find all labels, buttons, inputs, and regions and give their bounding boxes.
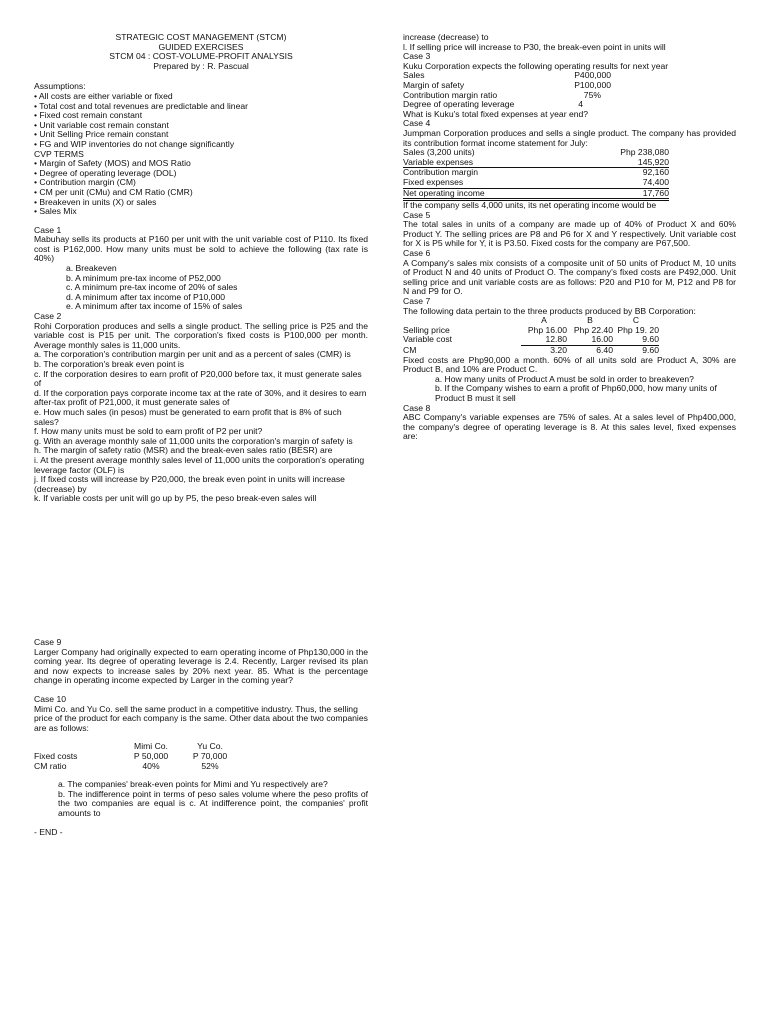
case-item: c. A minimum pre-tax income of 20% of sales	[66, 282, 238, 293]
header-line-2: GUIDED EXERCISES	[158, 41, 244, 52]
row-label: Sales	[403, 70, 425, 81]
row-label: CM ratio	[34, 760, 67, 771]
row-label: Variable expenses	[403, 158, 570, 168]
row-label: Sales (3,200 units)	[403, 147, 475, 158]
table-row	[403, 158, 669, 168]
column-header: A	[541, 315, 547, 326]
case-question: If the company sells 4,000 units, its net operating income would be	[403, 200, 657, 211]
row-value: Php 238,080	[620, 147, 669, 158]
row-value: 17,760	[570, 188, 669, 200]
case-item: j. If fixed costs will increase by P20,000, the break even point in units will increase (decrease) by	[34, 474, 345, 494]
case-2	[34, 312, 368, 504]
case-8	[403, 404, 736, 442]
case-title: Case 1	[34, 224, 62, 235]
case-item: f. How many units must be sold to earn profit of P2 per unit?	[34, 426, 263, 437]
case-item: g. With an average monthly sale of 11,000 units the corporation's margin of safety is	[34, 435, 353, 446]
table-row	[403, 178, 669, 188]
row-label: Margin of safety	[403, 79, 465, 90]
assumption-item: • All costs are either variable or fixed	[34, 90, 173, 101]
case-title: Case 9	[34, 637, 62, 647]
case-item: l. If selling price will increase to P30, the break-even point in units will	[403, 41, 666, 52]
case-item: b. The indifference point in terms of peso sales volume where the peso profits of the two companies are equal is c. At indifference point, the companies' profit amounts to	[58, 788, 368, 818]
row-value: 74,400	[570, 178, 669, 188]
row-label: Fixed costs	[34, 750, 78, 761]
table-cell: 16.00	[567, 335, 613, 345]
case-item: b. A minimum pre-tax income of P52,000	[66, 272, 221, 283]
table-cell: Php 22.40	[573, 324, 613, 335]
row-value: 75%	[583, 89, 601, 100]
case-9	[34, 638, 368, 686]
case-item: i. At the present average monthly sales level of 11,000 units the corporation's operating leverage factor (OLF) is	[34, 454, 365, 475]
case-3-table	[403, 71, 611, 109]
case-item: b. If the Company wishes to earn a profit of Php60,000, how many units of Product B must it sell	[435, 383, 717, 403]
assumption-item: • Unit variable cost remain constant	[34, 119, 169, 130]
table-cell: 6.40	[596, 345, 613, 355]
case-text: A Company's sales mix consists of a composite unit of 50 units of Product M, 10 units of Product N and 40 units of Product O. The company's fixed costs are P492,000. Unit selling price and unit variable costs are as follows: P20 and P10 for M, P12 and P8 for N and P9 for O.	[403, 257, 736, 297]
row-label: Variable cost	[403, 334, 453, 345]
column-header: Yu Co.	[197, 741, 223, 752]
case-title: Case 2	[34, 311, 62, 322]
row-label: Net operating income	[403, 188, 570, 200]
case-text: The total sales in units of a company are made up of 40% of Product X and 60% Product Y. The selling prices are P8 and P6 for X and Y respectively. Unit variable cost for X is P5 while for Y, it is P3.50. Fixed costs for the company are P67,500.	[403, 219, 736, 249]
end-marker: - END -	[34, 826, 63, 837]
case-10	[34, 695, 368, 819]
case-5	[403, 211, 736, 249]
case-item: k. If variable costs per unit will go up by P5, the peso break-even sales will	[34, 493, 317, 504]
table-cell: Php 19. 20	[617, 324, 659, 335]
case-4-income-statement	[403, 148, 669, 201]
case-question: What is Kuku's total fixed expenses at year end?	[403, 108, 589, 119]
cvp-term-item: • Degree of operating leverage (DOL)	[34, 167, 177, 178]
cvp-terms-section	[34, 150, 368, 217]
case-7-product-table	[403, 316, 659, 355]
table-cell: 9.60	[642, 345, 659, 355]
case-text: Larger Company had originally expected to earn operating income of Php130,000 in the coming year. Its degree of operating leverage is 2.4. Recently, Larger revised its plan and now expects to increase sales by 20% next year. 85. What is the percentage change in operating income expected by Larger in the coming year?	[34, 646, 368, 686]
case-10-company-table	[34, 742, 238, 771]
assumptions-section	[34, 82, 368, 149]
table-cell: 3.20	[550, 345, 567, 355]
case-item: e. How much sales (in pesos) must be generated to earn profit that is 8% of such sales?	[34, 406, 342, 427]
table-row	[403, 335, 659, 345]
case-item: c. If the corporation desires to earn profit of P20,000 before tax, it must generate sales of	[34, 368, 362, 389]
row-label: CM	[403, 344, 417, 355]
case-item: d. If the corporation pays corporate income tax at the rate of 30%, and it desires to earn after-tax profit of P21,000, it must generate sales of	[34, 387, 367, 408]
case-item: e. A minimum after tax income of 15% of sales	[66, 301, 243, 312]
row-value: P100,000	[574, 79, 611, 90]
column-header: C	[632, 315, 640, 326]
assumption-item: • Total cost and total revenues are predictable and linear	[34, 100, 249, 111]
case-3	[403, 52, 736, 119]
table-cell: Php 16.00	[527, 324, 567, 335]
table-cell: 52%	[201, 760, 219, 771]
case-item: b. The corporation's break even point is	[34, 359, 185, 369]
table-cell: 40%	[142, 760, 160, 771]
cvp-term-item: • Margin of Safety (MOS) and MOS Ratio	[34, 158, 191, 169]
row-label: Degree of operating leverage	[403, 99, 515, 110]
case-text: Mabuhay sells its products at P160 per unit with the unit variable cost of P110. Its fixed cost is P162,000. How many units must be sold to achieve the following (tax rate is 40%)	[34, 234, 368, 264]
document-header	[34, 33, 368, 71]
case-4	[403, 119, 736, 210]
table-cell: 9.60	[613, 335, 659, 345]
case-title: Case 8	[403, 402, 431, 413]
row-label: Fixed expenses	[403, 178, 570, 188]
case-item: a. The companies' break-even points for Mimi and Yu respectively are?	[58, 779, 328, 790]
cvp-term-item: • Contribution margin (CM)	[34, 177, 136, 188]
assumptions-title: Assumptions:	[34, 81, 86, 92]
row-label: Contribution margin ratio	[403, 89, 498, 100]
case-item: a. The corporation's contribution margin per unit and as a percent of sales (CMR) is	[34, 349, 351, 360]
cvp-term-item: • Breakeven in units (X) or sales	[34, 196, 157, 207]
case-7	[403, 297, 736, 404]
header-line-3: STCM 04 : COST-VOLUME-PROFIT ANALYSIS	[109, 51, 293, 62]
column-header: Mimi Co.	[134, 741, 168, 752]
row-value: P400,000	[574, 70, 611, 81]
case-text: Mimi Co. and Yu Co. sell the same product in a competitive industry. Thus, the selling price of the product for each company is the same. Other data about the two companies are as follows:	[34, 703, 368, 733]
table-row	[403, 188, 669, 200]
assumption-item: • Unit Selling Price remain constant	[34, 129, 169, 140]
case-title: Case 7	[403, 296, 431, 307]
cvp-term-item: • CM per unit (CMu) and CM Ratio (CMR)	[34, 186, 193, 197]
case-title: Case 4	[403, 118, 431, 129]
left-column	[34, 33, 368, 504]
case-item: h. The margin of safety ratio (MSR) and the break-even sales ratio (BESR) are	[34, 445, 333, 456]
case-2-continuation: increase (decrease) to	[403, 32, 489, 42]
case-text: Jumpman Corporation produces and sells a single product. The company has provided its contribution format income statement for July:	[403, 127, 736, 148]
assumption-item: • Fixed cost remain constant	[34, 110, 143, 121]
case-text: Kuku Corporation expects the following operating results for next year	[403, 60, 669, 71]
row-value: 145,920	[570, 158, 669, 168]
row-label: Selling price	[403, 324, 450, 335]
case-item: d. A minimum after tax income of P10,000	[66, 291, 226, 302]
case-item: a. How many units of Product A must be sold in order to breakeven?	[435, 373, 694, 384]
row-value: 4	[578, 99, 583, 110]
right-column	[403, 33, 736, 442]
table-cell: P 70,000	[192, 750, 228, 761]
case-text: ABC Company's variable expenses are 75% of sales. At a sales level of Php400,000, the company's degree of operating leverage is 8. At this sales level, fixed expenses are:	[403, 412, 736, 442]
case-title: Case 3	[403, 51, 431, 62]
column-header: B	[587, 315, 593, 326]
case-6	[403, 249, 736, 297]
cvp-terms-title: CVP TERMS	[34, 148, 84, 159]
table-cell: P 50,000	[133, 750, 169, 761]
case-item: a. Breakeven	[66, 263, 117, 274]
case-1	[34, 226, 368, 312]
case-title: Case 5	[403, 209, 431, 220]
row-label: Contribution margin	[403, 167, 478, 178]
cvp-term-item: • Sales Mix	[34, 206, 77, 217]
case-title: Case 10	[34, 693, 67, 704]
bottom-column	[34, 638, 368, 837]
row-value: 92,160	[642, 167, 669, 178]
case-title: Case 6	[403, 248, 431, 259]
case-text: The following data pertain to the three products produced by BB Corporation:	[403, 305, 696, 316]
case-text: Rohi Corporation produces and sells a single product. The selling price is P25 and the variable cost is P15 per unit. The corporation's fixed costs is P100,000 per month. Average monthly sales is 11,000 units.	[34, 320, 368, 350]
assumption-item: • FG and WIP inventories do not change significantly	[34, 138, 235, 149]
table-row	[34, 762, 238, 772]
table-cell: 12.80	[521, 335, 567, 345]
header-line-4: Prepared by : R. Pascual	[153, 60, 249, 71]
case-note: Fixed costs are Php90,000 a month. 60% of all units sold are Product A, 30% are Product B, and 10% are Product C.	[403, 354, 736, 375]
header-line-1: STRATEGIC COST MANAGEMENT (STCM)	[115, 32, 287, 42]
